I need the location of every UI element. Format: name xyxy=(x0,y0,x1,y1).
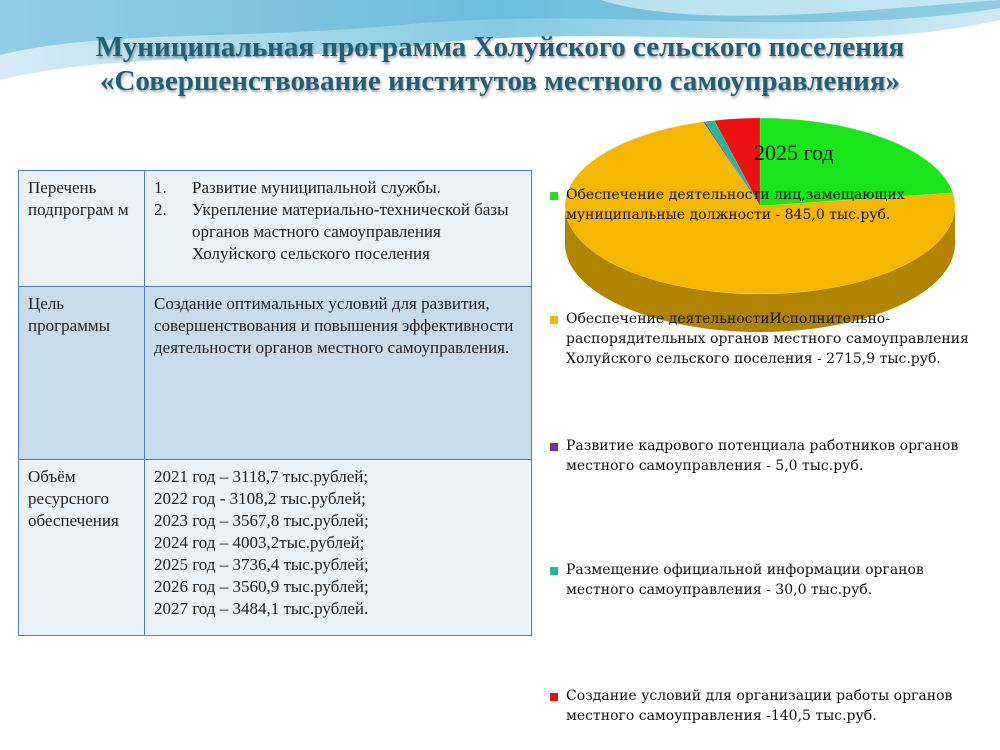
legend-label: Развитие кадрового потенциала работников органов местного самоуправления - 5,0 тыс.руб. xyxy=(566,438,959,474)
legend-label: Размещение официальной информации органов местного самоуправления - 30,0 тыс.руб. xyxy=(566,562,924,598)
legend-label: Создание условий для организации работы органов местного самоуправления -140,5 тыс.руб. xyxy=(566,688,953,724)
list-item-text: Развитие муниципальной службы. xyxy=(192,178,441,197)
subprograms-label: Перечень подпрограм м xyxy=(19,171,145,287)
legend-swatch xyxy=(550,693,558,701)
program-info-table xyxy=(18,170,532,636)
funding-year-line: 2021 год – 3118,7 тыс.рублей; xyxy=(154,467,369,486)
funding-year-line: 2027 год – 3484,1 тыс.рублей. xyxy=(154,599,369,618)
legend-item xyxy=(550,185,980,225)
legend-item xyxy=(550,686,980,726)
legend-swatch xyxy=(550,443,558,451)
goal-text: Создание оптимальных условий для развития, совершенствования и повышения эффективности деятельности органов местного самоуправления. xyxy=(145,287,532,460)
funding-year-line: 2025 год – 3736,4 тыс.рублей; xyxy=(154,555,369,574)
funding-year-line: 2024 год – 4003,2тыс.рублей; xyxy=(154,533,365,552)
list-item-number: 2. xyxy=(154,200,167,219)
table-row-funding xyxy=(19,460,532,636)
funding-cell xyxy=(145,460,532,636)
legend-swatch xyxy=(550,567,558,575)
title-line-2: «Совершенствование институтов местного самоуправления» xyxy=(99,65,901,97)
page-title xyxy=(0,30,1000,98)
legend-swatch xyxy=(550,316,558,324)
legend-item xyxy=(550,309,980,369)
pie-chart-title: 2025 год xyxy=(754,140,834,165)
goal-label: Цель программы xyxy=(19,287,145,460)
legend-label: Обеспечение деятельности лиц,замещающих муниципальные должности - 845,0 тыс.руб. xyxy=(566,187,905,223)
list-item xyxy=(154,177,522,199)
funding-years xyxy=(154,466,522,620)
legend-item xyxy=(550,436,980,476)
list-item xyxy=(154,199,522,265)
funding-year-line: 2022 год - 3108,2 тыс.рублей; xyxy=(154,489,366,508)
table-row-goal xyxy=(19,287,532,460)
subprograms-cell xyxy=(145,171,532,287)
funding-year-line: 2026 год – 3560,9 тыс.рублей; xyxy=(154,577,369,596)
funding-label: Объём ресурсного обеспечения xyxy=(19,460,145,636)
title-line-1: Муниципальная программа Холуйского сельского поселения xyxy=(95,31,905,63)
funding-year-line: 2023 год – 3567,8 тыс.рублей; xyxy=(154,511,369,530)
legend-item xyxy=(550,560,980,600)
legend-swatch xyxy=(550,192,558,200)
table-row-subprograms xyxy=(19,171,532,287)
list-item-text: Укрепление материально-технической базы органов мастного самоуправления Холуйского сельского поселения xyxy=(192,200,509,263)
subprograms-list xyxy=(154,177,522,265)
list-item-number: 1. xyxy=(154,178,167,197)
legend-label: Обеспечение деятельностиИсполнительно-распорядительных органов местного самоуправления Холуйского сельского поселения - 2715,9 тыс.руб. xyxy=(566,311,969,367)
